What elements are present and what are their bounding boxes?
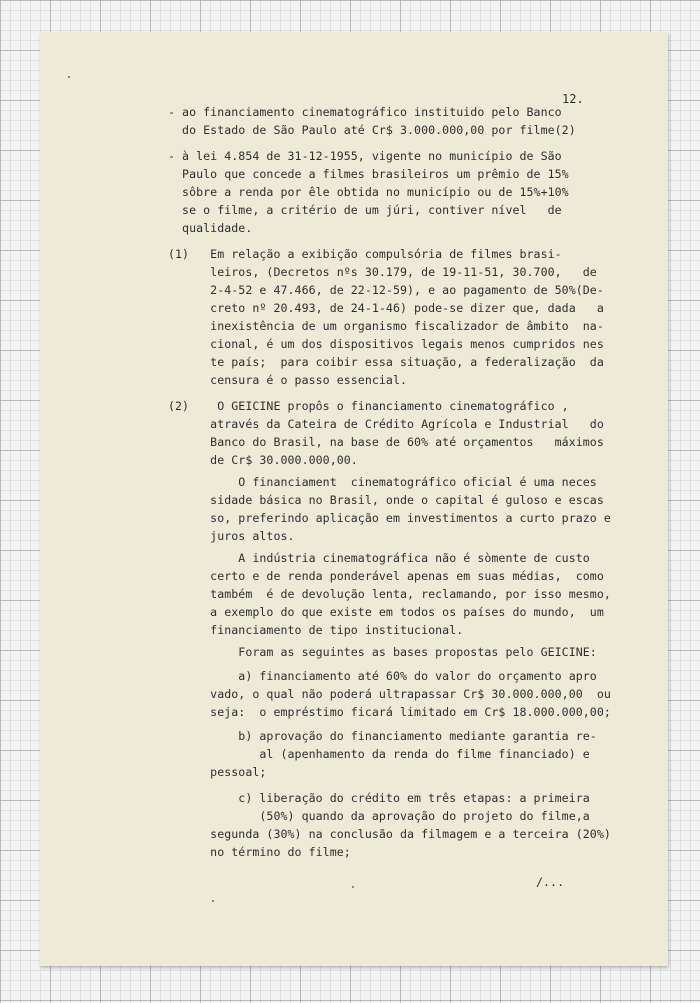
text-line: leiros, (Decretos nºs 30.179, de 19-11-51, 30.700, de (168, 265, 597, 279)
text-line: (50%) quando da aprovação do projeto do filme,a (168, 809, 590, 823)
text-line: seja: o empréstimo ficará limitado em Cr$ 18.000.000,00; (168, 705, 611, 719)
text-line: censura é o passo essencial. (168, 373, 408, 387)
text-line: qualidade. (168, 221, 253, 235)
text-line: 2-4-52 e 47.466, de 22-12-59), e ao pagamento de 50%(De- (168, 283, 604, 297)
text-line: financiamento de tipo institucional. (168, 623, 464, 637)
text-line: b) aprovação do financiamento mediante garantia re- (168, 729, 597, 743)
continuation-mark: /... (536, 875, 565, 889)
typewritten-page (40, 32, 668, 966)
text-line: so, preferindo aplicação em investimentos a curto prazo e (168, 511, 611, 525)
text-line: A indústria cinematográfica não é sòmente de custo (168, 551, 590, 565)
text-line: certo e de renda ponderável apenas em suas médias, como (168, 569, 604, 583)
text-line: (1) Em relação a exibição compulsória de filmes brasi- (168, 247, 562, 261)
text-line: creto nº 20.493, de 24-1-46) pode-se dizer que, dada a (168, 301, 604, 315)
text-line: juros altos. (168, 529, 295, 543)
text-line: cional, é um dos dispositivos legais menos cumpridos nes (168, 337, 604, 351)
text-line: de Cr$ 30.000.000,00. (168, 453, 358, 467)
text-line: Foram as seguintes as bases propostas pelo GEICINE: (168, 645, 597, 659)
text-line: vado, o qual não poderá ultrapassar Cr$ 30.000.000,00 ou (168, 687, 611, 701)
speck-mark (212, 900, 214, 902)
page-number: 12. (562, 92, 584, 106)
text-line: Banco do Brasil, na base de 60% até orçamentos máximos (168, 435, 604, 449)
text-line: O financiament cinematográfico oficial é uma neces (168, 475, 597, 489)
text-line: sôbre a renda por êle obtida no município ou de 15%+10% (168, 185, 569, 199)
text-line: - ao financiamento cinematográfico instituido pelo Banco (168, 105, 562, 119)
text-line: através da Cateira de Crédito Agrícola e Industrial do (168, 417, 604, 431)
text-line: se o filme, a critério de um júri, contiver nível de (168, 203, 562, 217)
text-line: a exemplo do que existe em todos os países do mundo, um (168, 605, 604, 619)
text-line: a) financiamento até 60% do valor do orçamento apro (168, 669, 597, 683)
text-line: sidade básica no Brasil, onde o capital é guloso e escas (168, 493, 604, 507)
text-line: Paulo que concede a filmes brasileiros um prêmio de 15% (168, 167, 569, 181)
text-line: te país; para coibir essa situação, a federalização da (168, 355, 604, 369)
text-line: inexistência de um organismo fiscalizador de âmbito na- (168, 319, 604, 333)
text-line: pessoal; (168, 765, 267, 779)
text-line: do Estado de São Paulo até Cr$ 3.000.000,00 por filme(2) (168, 123, 576, 137)
text-line: al (apenhamento da renda do filme financiado) e (168, 747, 590, 761)
document-sheet (40, 32, 668, 966)
speck-mark (68, 76, 70, 78)
text-line: segunda (30%) na conclusão da filmagem e a terceira (20%) (168, 827, 611, 841)
text-line: - à lei 4.854 de 31-12-1955, vigente no município de São (168, 149, 562, 163)
text-line: também é de devolução lenta, reclamando, por isso mesmo, (168, 587, 611, 601)
speck-mark (352, 886, 354, 888)
text-line: c) liberação do crédito em três etapas: a primeira (168, 791, 590, 805)
text-line: no término do filme; (168, 845, 351, 859)
text-line: (2) O GEICINE propôs o financiamento cinematográfico , (168, 399, 569, 413)
